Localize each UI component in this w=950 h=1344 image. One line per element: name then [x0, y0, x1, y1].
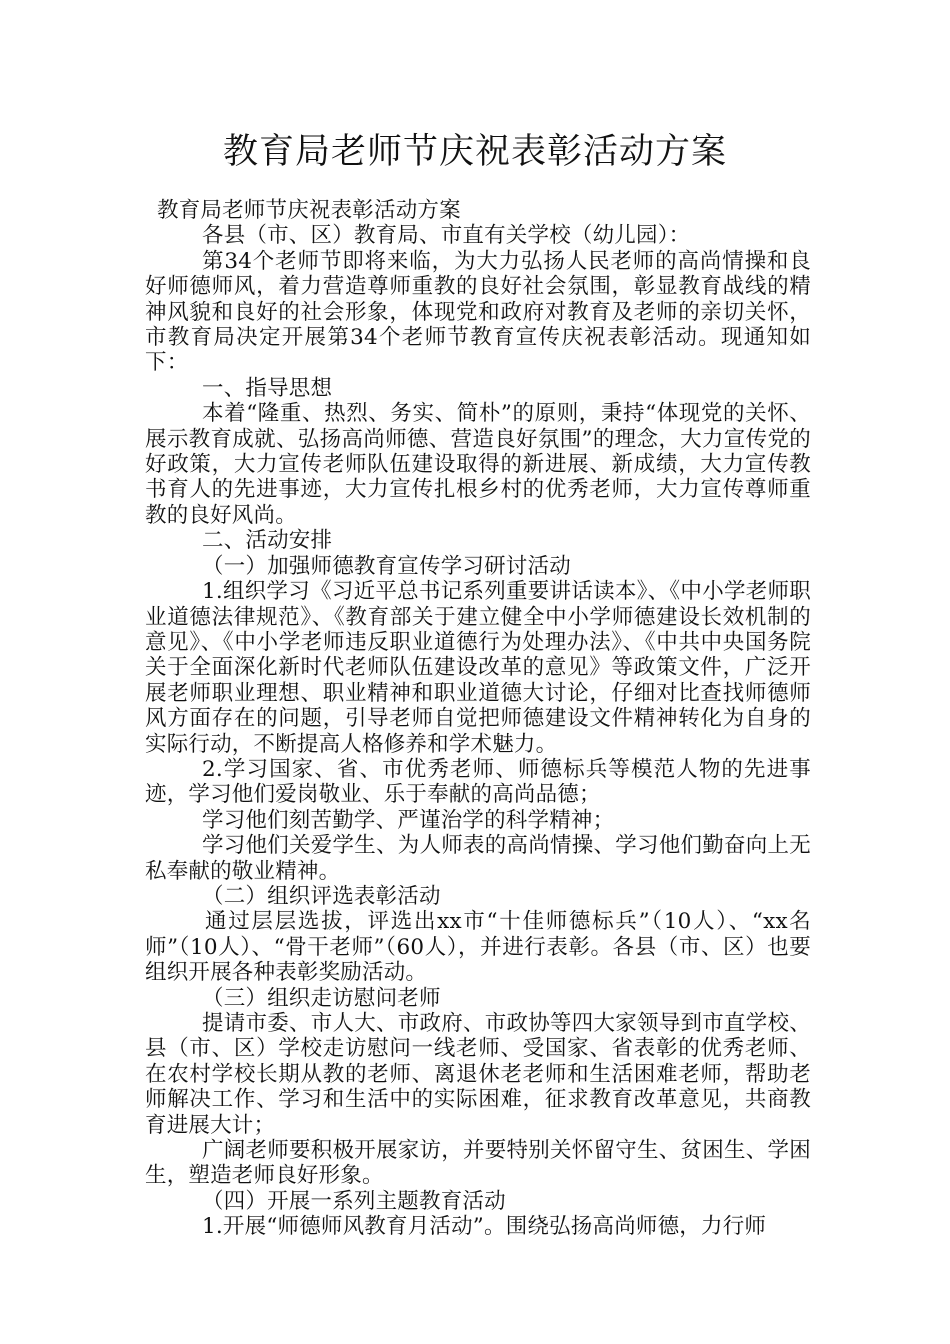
- body-paragraph: 一、指导思想: [202, 375, 333, 401]
- body-paragraph: （三）组织走访慰问老师: [202, 985, 441, 1011]
- body-paragraph: （四）开展一系列主题教育活动: [202, 1188, 506, 1214]
- body-paragraph: （一）加强师德教育宣传学习研讨活动: [202, 553, 571, 579]
- document-title: 教育局老师节庆祝表彰活动方案: [222, 132, 727, 172]
- body-paragraph: 1.开展“师德师风教育月活动”。围绕弘扬高尚师德，力行师: [202, 1214, 767, 1240]
- body-paragraph: （二）组织评选表彰活动: [202, 883, 441, 909]
- body-paragraph: 二、活动安排: [202, 528, 333, 554]
- body-paragraph: 学习他们刻苦勤学、严谨治学的科学精神；: [202, 807, 615, 833]
- body-paragraph: 1.组织学习《习近平总书记系列重要讲话读本》、《中小学老师职业道德法律规范》、《教育部关于建立健全中小学师德建设长效机制的意见》、《中小学老师违反职业道德行为处理办法》、《中共中央国务院关于全面深化新时代老师队伍建设改革的意见》等政策文件，广泛开展老师职业理想、职业精神和职业道德大讨论，仔细对比查找师德师风方面存在的问题，引导老师自觉把师德建设文件精神转化为自身的实际行动，不断提高人格修养和学术魅力。: [145, 579, 811, 757]
- document-body: [145, 198, 811, 1240]
- body-paragraph: 教育局老师节庆祝表彰活动方案: [157, 198, 461, 223]
- body-paragraph: 2.学习国家、省、市优秀老师、师德标兵等模范人物的先进事迹，学习他们爱岗敬业、乐于奉献的高尚品德；: [145, 756, 811, 808]
- body-paragraph: 本着“隆重、热烈、务实、简朴”的原则，秉持“体现党的关怀、展示教育成就、弘扬高尚师德、营造良好氛围”的理念，大力宣传党的好政策，大力宣传老师队伍建设取得的新进展、新成绩，大力宣传教书育人的先进事迹，大力宣传扎根乡村的优秀老师，大力宣传尊师重教的良好风尚。: [145, 401, 811, 528]
- body-paragraph: 广阔老师要积极开展家访，并要特别关怀留守生、贫困生、学困生，塑造老师良好形象。: [145, 1138, 811, 1189]
- body-paragraph: 各县（市、区）教育局、市直有关学校（幼儿园）：: [202, 223, 691, 249]
- body-paragraph: 提请市委、市人大、市政府、市政协等四大家领导到市直学校、县（市、区）学校走访慰问一线老师、受国家、省表彰的优秀老师、在农村学校长期从教的老师、离退休老老师和生活困难老师，帮助老师解决工作、学习和生活中的实际困难，征求教育改革意见，共商教育进展大计；: [145, 1011, 811, 1138]
- body-paragraph: 第34个老师节即将来临，为大力弘扬人民老师的高尚情操和良好师德师风，着力营造尊师重教的良好社会氛围，彰显教育战线的精神风貌和良好的社会形象，体现党和政府对教育及老师的亲切关怀，市教育局决定开展第34个老师节教育宣传庆祝表彰活动。现通知如下：: [145, 248, 811, 376]
- body-paragraph: 通过层层选拔，评选出xx市“十佳师德标兵”（10人）、“xx名师”（10人）、“骨干老师”（60人），并进行表彰。各县（市、区）也要组织开展各种表彰奖励活动。: [145, 909, 811, 986]
- body-paragraph: 学习他们关爱学生、为人师表的高尚情操、学习他们勤奋向上无私奉献的敬业精神。: [145, 833, 811, 884]
